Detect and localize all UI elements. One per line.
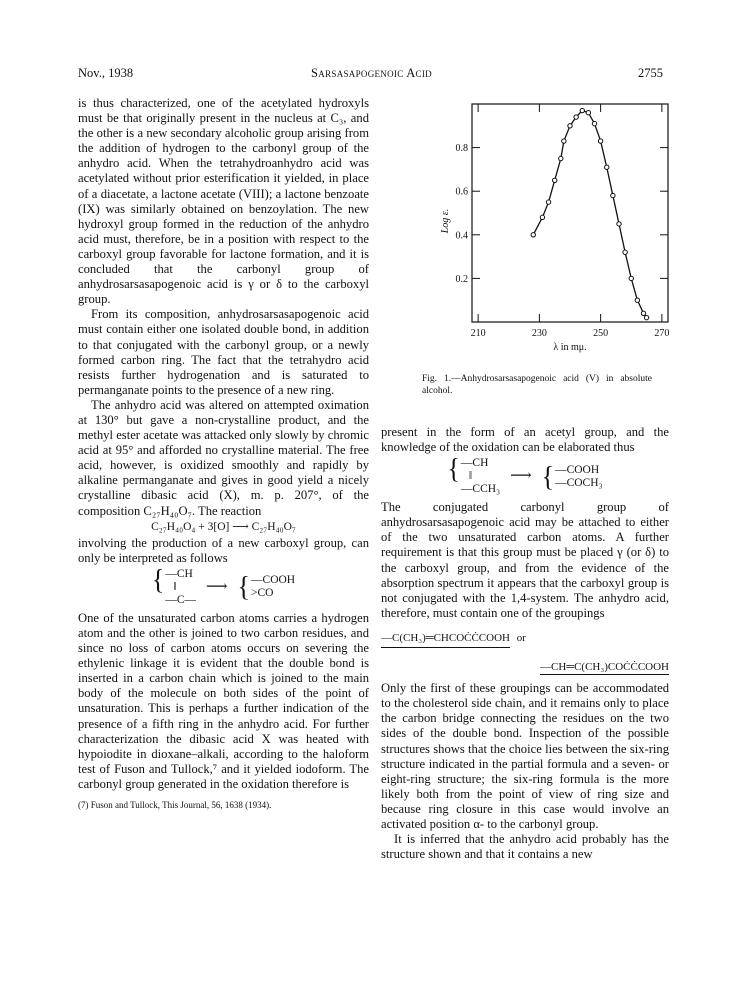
- data-point: [546, 200, 550, 204]
- paragraph: One of the unsaturated carbon atoms carries a hydrogen atom and the other is joined to two carbon residues, and since no loss of carbon atoms occurs on severing the ethylenic linkage it is evident that the double bond is inserted in a carbon chain which is joined to the main body of the molecule on both sides of the point of unsaturation. This is perhaps a further indication of the presence of a fifth ring in the anhydro acid. For further characterization the dibasic acid X was heated with hypoiodite in dioxane–alkali, according to the haloform test of Fuson and Tullock,⁷ and it yielded iodoform. The carbonyl group generated in the oxidation therefore is: [78, 610, 369, 791]
- absorption-chart: [428, 96, 676, 376]
- data-point: [605, 165, 609, 169]
- scheme-line: —C—: [165, 593, 197, 606]
- data-point: [598, 139, 602, 143]
- paragraph: Only the first of these groupings can be accommodated to the cholesterol side chain, and it remains only to place the carbon bridge connecting the residues on the two sides of the double bond. Inspection of the possible structures shows that the choice lies between the six-ring structure indicated in the partial formula and a seven- or eight-ring structure; the six-ring formula is the more likely both from the point of view of ring size and because ring closure in this case would involve an activated position α- to the carbonyl group.: [381, 681, 669, 831]
- y-tick-label: 0.8: [455, 143, 468, 155]
- data-point: [568, 124, 572, 128]
- data-point: [592, 121, 596, 125]
- scheme-line: ‖: [173, 580, 177, 593]
- grouping-1: —C(CH₃)═CHCOĊĊCOOH: [381, 631, 510, 648]
- data-point: [580, 108, 584, 112]
- footnote: (7) Fuson and Tullock, This Journal, 56, 1638 (1934).: [78, 800, 272, 811]
- x-tick-label: 210: [470, 328, 486, 339]
- left-column: [78, 96, 369, 813]
- y-axis-label: Log ε.: [440, 208, 451, 234]
- plot-frame: [472, 104, 668, 322]
- data-point: [611, 193, 615, 197]
- x-tick-label: 270: [654, 328, 670, 339]
- data-point: [552, 178, 556, 182]
- running-header-date: Nov., 1938: [78, 66, 134, 80]
- data-point: [641, 311, 645, 315]
- y-tick-label: 0.2: [455, 273, 468, 285]
- paragraph: The conjugated carbonyl group of anhydrosarsasapogenoic acid may be attached to either of the two unsaturated carbon atoms. A further requirement is that this group must be placed γ (or δ) to the carboxyl group, and from the evidence of the absorption spectrum it appears that the carboxyl group is not conjugated with the 1,4-system. The anhydro acid, therefore, must contain one of the groupings: [381, 500, 669, 620]
- x-axis-label: λ in mμ.: [553, 342, 587, 353]
- scheme-line: —CH: [165, 567, 193, 580]
- y-tick-label: 0.6: [455, 186, 468, 198]
- right-column: [381, 425, 669, 862]
- paragraph: From its composition, anhydrosarsasapogenoic acid must contain either one isolated double bond, in addition to that conjugated with the carbonyl group, or a newly formed carbon ring. The fact that the tetrahydro acid resists further hydrogenation and is saturated to permanganate points to the presence of a new ring.: [78, 307, 369, 397]
- paragraph: It is inferred that the anhydro acid probably has the structure shown and that it contains a new: [381, 832, 669, 862]
- data-point: [559, 156, 563, 160]
- figure-caption: Fig. 1.—Anhydrosarsasapogenoic acid (V) in absolute alcohol.: [422, 374, 652, 396]
- paragraph: is thus characterized, one of the acetylated hydroxyls must be that originally present in the nucleus at C₃, and the other is a new secondary alcoholic group arising from the addition of hydrogen to the carbonyl group of the anhydro acid. When the tetrahydroanhydro acid was acetylated without prior esterification it yielded, in place of a diacetate, a lactone acetate (VIII); a lactone benzoate (IX) was similarly obtained on benzoylation. The new hydroxyl group formed in the reduction of the anhydro acid must, therefore, be in a position with respect to the carboxyl group favorable for lactone formation, and it is concluded that the carbonyl group of anhydrosarsasapogenoic acid is γ or δ to the carboxyl group.: [78, 96, 369, 307]
- scheme-line: —COOH: [555, 463, 600, 476]
- data-point: [617, 222, 621, 226]
- reaction-arrow-icon: ⟶: [206, 578, 228, 595]
- absorption-curve: [533, 111, 646, 318]
- data-point: [540, 215, 544, 219]
- x-tick-label: 250: [593, 328, 609, 339]
- scheme-line: —CH: [460, 457, 489, 470]
- running-header-title: Sarsasapogenoic Acid: [311, 66, 432, 80]
- page-number: 2755: [638, 66, 663, 80]
- grouping-1-row: [381, 627, 669, 648]
- scheme-line: >CO: [251, 587, 274, 600]
- scheme-line: —CCH₃: [460, 483, 501, 496]
- y-tick-label: 0.4: [455, 230, 468, 242]
- grouping-or: or: [516, 631, 526, 644]
- data-point: [586, 111, 590, 115]
- data-point: [635, 298, 639, 302]
- scheme-line: ‖: [468, 470, 473, 483]
- reaction-equation: C₂₇H₄₀O₄ + 3[O] ⟶ C₂₇H₄₀O₇: [151, 520, 296, 533]
- paragraph: The anhydro acid was altered on attempted oximation at 130° but gave a non-crystalline product, and the methyl ester acetate was attacked only slowly by chromic acid at 95° and afforded no crystalline material. The free acid, however, is oxidized smoothly and rapidly by alkaline permanganate and gives in good yield a nicely crystalline dibasic acid (X), m. p. 207°, of the composition C₂₇H₄₀O₇. The reaction: [78, 397, 369, 518]
- reaction-arrow-icon: ⟶: [510, 468, 532, 485]
- data-point: [531, 233, 535, 237]
- data-point: [644, 315, 648, 319]
- oxidation-scheme-2: { —CH ‖ —CCH₃ ⟶ { —COOH —COCH₃: [447, 453, 603, 496]
- grouping-2: —CH═C(CH₃)COĊĊCOOH: [540, 661, 669, 674]
- paragraph: present in the form of an acetyl group, and the knowledge of the oxidation can be elaborated thus: [381, 425, 669, 455]
- x-tick-label: 230: [531, 328, 547, 339]
- scheme-line: —COOH: [251, 574, 296, 587]
- data-point: [629, 276, 633, 280]
- paragraph: involving the production of a new carboxyl group, can only be interpreted as follows: [78, 535, 369, 565]
- data-point: [562, 139, 566, 143]
- grouping-2-row: [381, 660, 669, 675]
- absorption-spectrum-figure: [428, 96, 676, 416]
- data-point: [574, 115, 578, 119]
- scheme-line: —COCH₃: [555, 476, 603, 489]
- oxidation-scheme-1: { —CH ‖ —C— ⟶ { —COOH >CO: [151, 563, 296, 606]
- data-point: [623, 250, 627, 254]
